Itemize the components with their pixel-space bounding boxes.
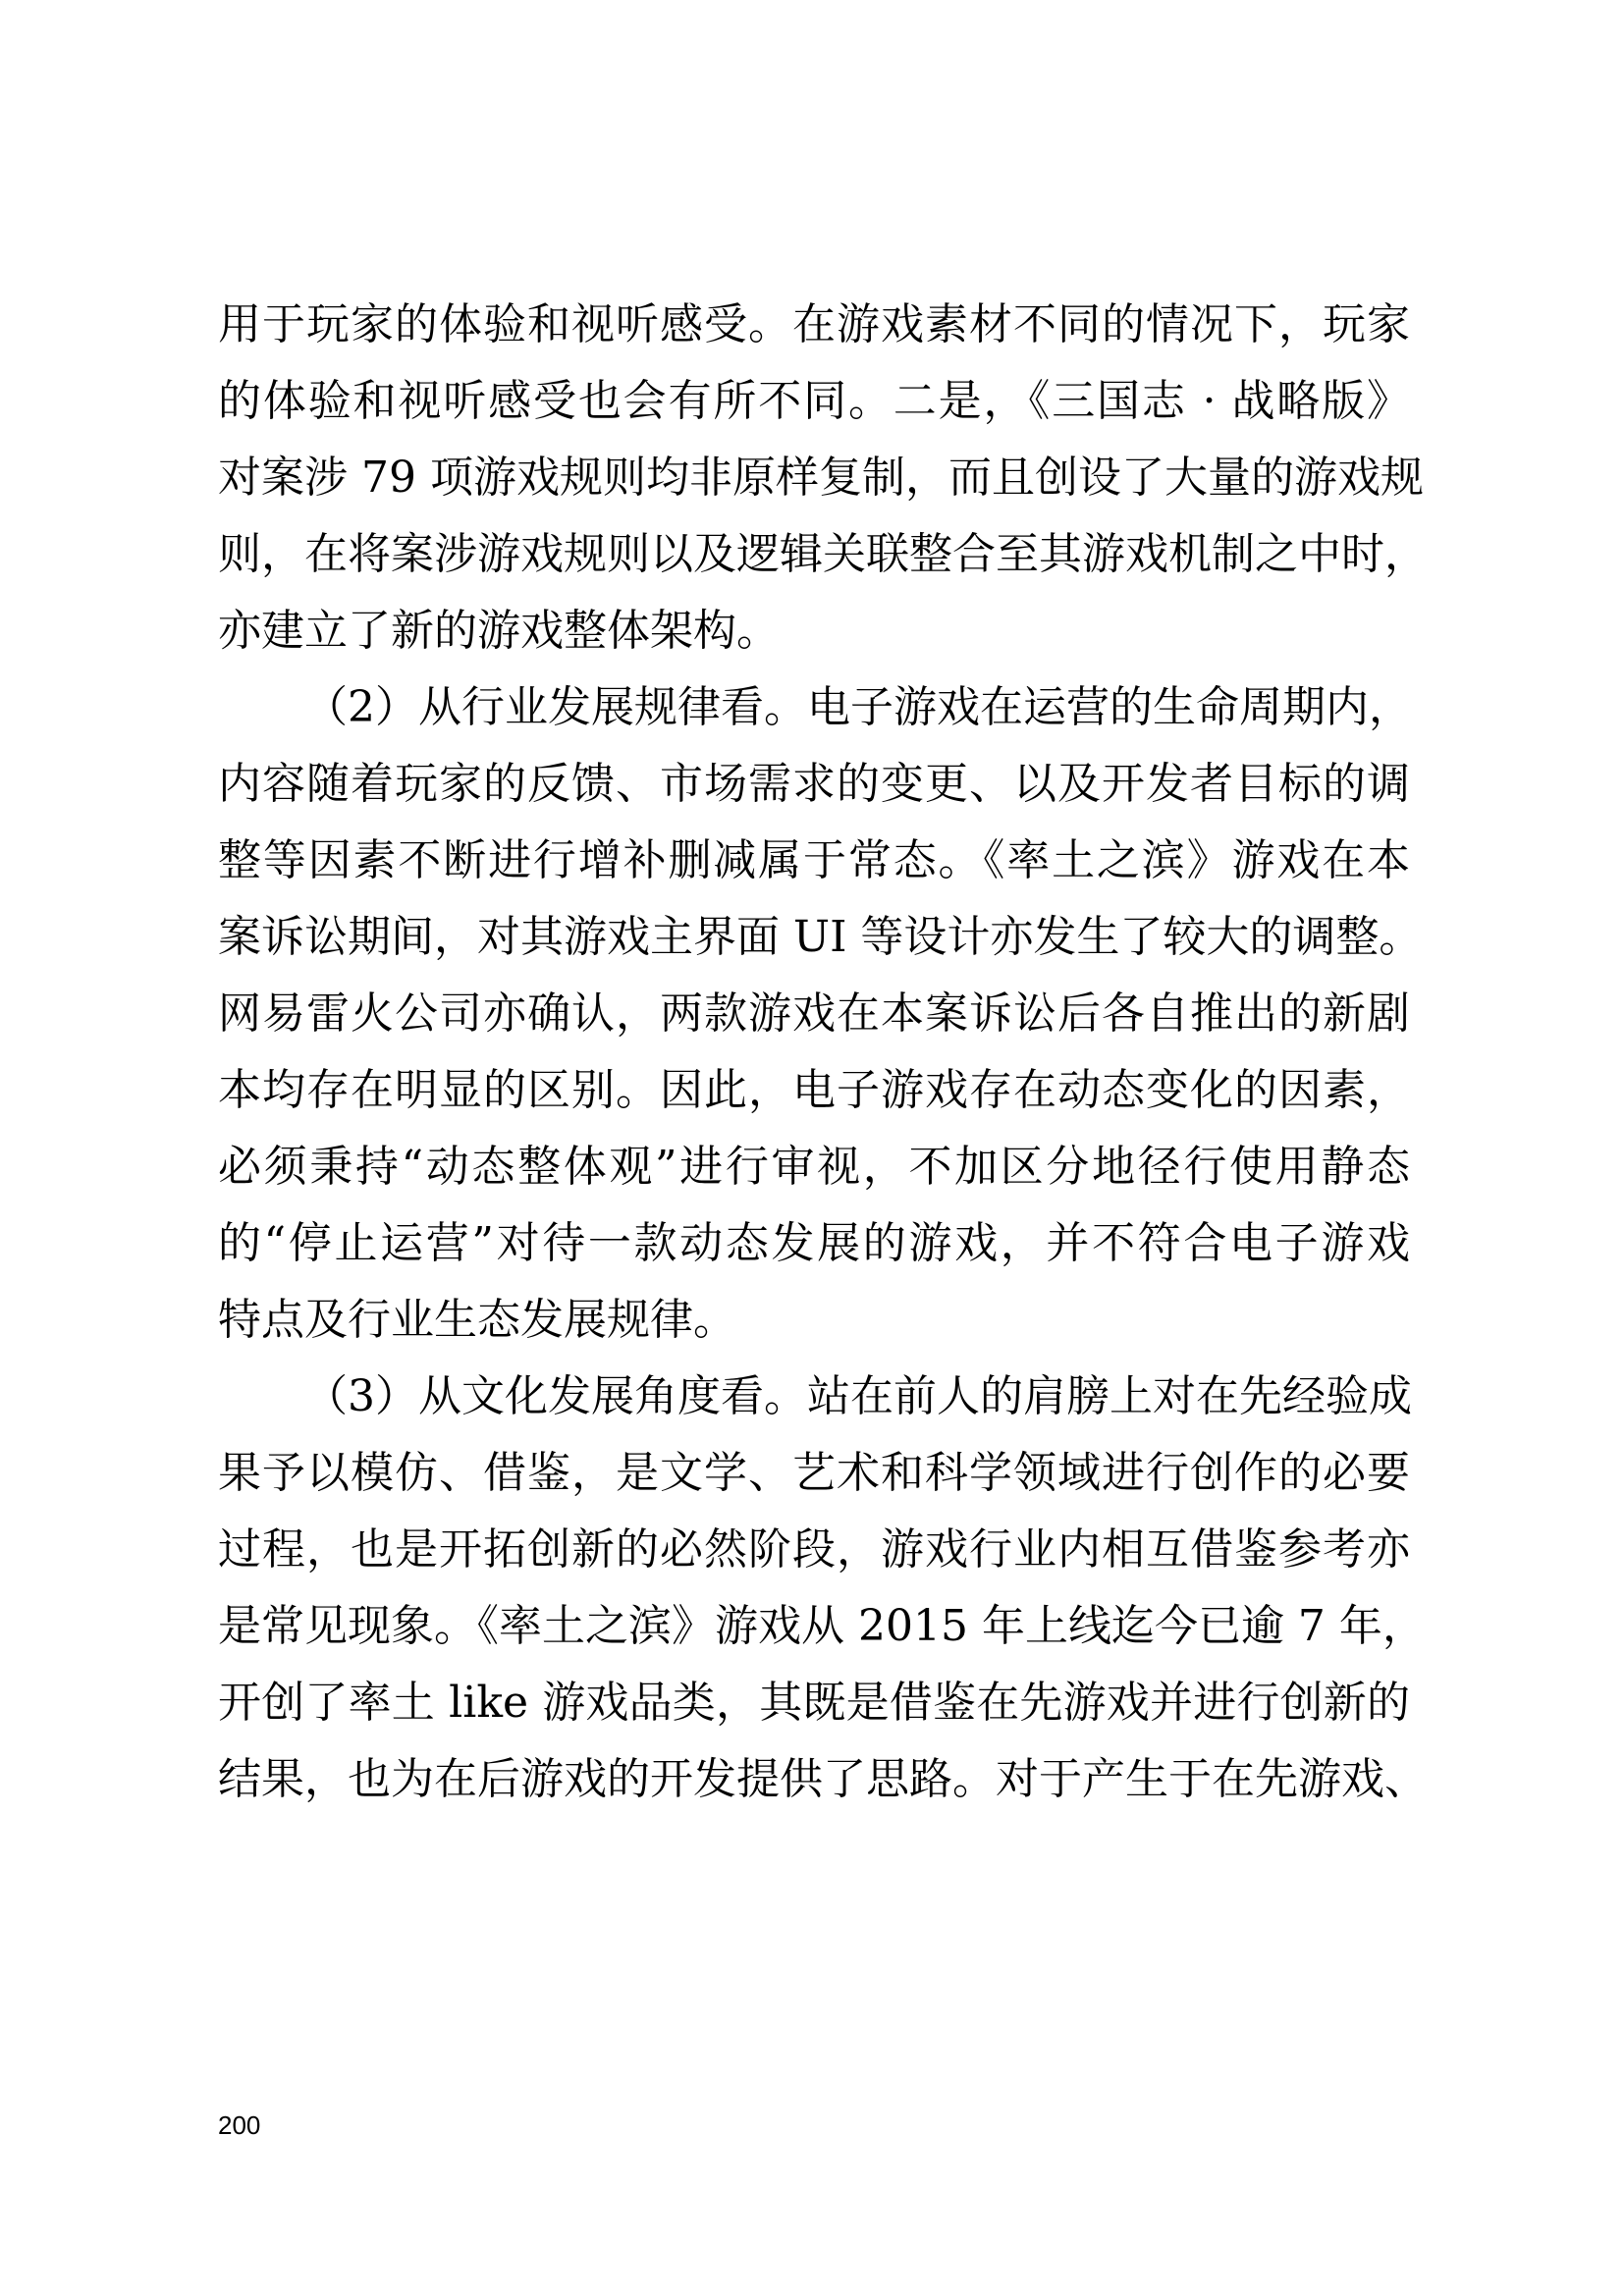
text-line-20: 结果，也为在后游戏的开发提供了思路。对于产生于在先游戏、 [218,1754,1428,1804]
text-line-13: 的“停止运营”对待一款动态发展的游戏，并不符合电子游戏 [218,1218,1410,1268]
text-line-6: （2）从行业发展规律看。电子游戏在运营的生命周期内， [304,682,1412,732]
text-line-19: 开创了率土 like 游戏品类，其既是借鉴在先游戏并进行创新的 [218,1678,1410,1728]
text-line-4: 则，在将案涉游戏规则以及逻辑关联整合至其游戏机制之中时， [218,529,1428,579]
text-line-1: 用于玩家的体验和视听感受。在游戏素材不同的情况下，玩家 [218,299,1410,349]
text-line-10: 网易雷火公司亦确认，两款游戏在本案诉讼后各自推出的新剧 [218,988,1410,1039]
text-line-14: 特点及行业生态发展规律。 [218,1295,736,1345]
text-line-8: 整等因素不断进行增补删减属于常态。《率土之滨》游戏在本 [218,835,1410,885]
text-line-7: 内容随着玩家的反馈、市场需求的变更、以及开发者目标的调 [218,759,1410,809]
text-line-15: （3）从文化发展角度看。站在前人的肩膀上对在先经验成 [304,1371,1412,1421]
text-line-3: 对案涉 79 项游戏规则均非原样复制，而且创设了大量的游戏规 [218,453,1424,503]
text-line-17: 过程，也是开拓创新的必然阶段，游戏行业内相互借鉴参考亦 [218,1524,1410,1575]
text-line-5: 亦建立了新的游戏整体架构。 [218,606,780,656]
body-text [218,287,1428,1818]
text-line-2: 的体验和视听感受也会有所不同。二是，《三国志 · 战略版》 [218,376,1410,426]
text-line-9: 案诉讼期间，对其游戏主界面 UI 等设计亦发生了较大的调整。 [218,912,1423,962]
page-number: 200 [218,2110,261,2140]
text-line-16: 果予以模仿、借鉴，是文学、艺术和科学领域进行创作的必要 [218,1448,1410,1498]
text-line-12: 必须秉持“动态整体观”进行审视，不加区分地径行使用静态 [218,1142,1410,1192]
text-line-18: 是常见现象。《率土之滨》游戏从 2015 年上线迄今已逾 7 年， [218,1601,1426,1651]
text-line-11: 本均存在明显的区别。因此，电子游戏存在动态变化的因素， [218,1065,1410,1115]
